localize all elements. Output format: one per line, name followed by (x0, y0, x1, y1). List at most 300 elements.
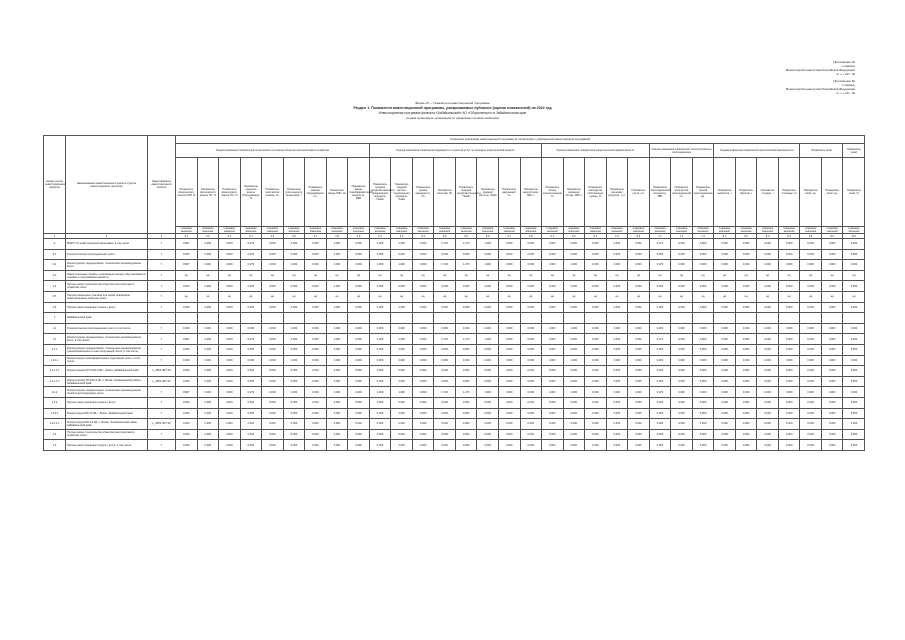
row-value (369, 313, 391, 324)
row-value (391, 313, 413, 324)
row-value: 0,000 (326, 440, 348, 451)
row-value: 0,000 (240, 429, 262, 440)
row-name: Прочие инвестиционные проекты, всего (66, 397, 148, 408)
row-value: 0,000 (671, 397, 693, 408)
row-value: 0,000 (800, 344, 822, 355)
row-value: 0,000 (692, 302, 714, 313)
row-value: 0,000 (326, 366, 348, 377)
row-value: 0,000 (606, 387, 628, 398)
row-value: 0,279 (240, 239, 262, 250)
row-value: нд (800, 291, 822, 302)
row-value: 0,000 (757, 323, 779, 334)
table-row (44, 281, 865, 292)
row-value: 0,000 (498, 376, 520, 387)
row-value: 0,000 (843, 302, 865, 313)
row-value: 0,000 (197, 334, 219, 345)
row-value: 0,000 (606, 397, 628, 408)
row-value: 0,000 (498, 397, 520, 408)
row-value: 0,000 (585, 323, 607, 334)
row-value: 0,000 (649, 355, 671, 366)
row-value: 0,000 (735, 440, 757, 451)
row-value: 0,000 (735, 355, 757, 366)
row-value: 0,000 (821, 440, 843, 451)
row-identifier: Г (148, 387, 176, 398)
row-value: нд (369, 270, 391, 281)
row-value: 0,000 (692, 376, 714, 387)
table-row (44, 239, 865, 250)
row-value: 0,000 (757, 334, 779, 345)
row-value: 0,000 (628, 408, 650, 419)
column-number: 8.1 (714, 234, 736, 239)
row-value: 0,000 (412, 344, 434, 355)
row-value: 0,000 (671, 334, 693, 345)
column-header: Показатель средней частоты, Пsaifi (477, 158, 499, 227)
row-value: 0,000 (778, 440, 800, 451)
unit-header: плановое значение (348, 227, 370, 234)
row-value: 0,000 (735, 281, 757, 292)
row-value: 0,000 (778, 366, 800, 377)
row-value: 0,000 (283, 376, 305, 387)
row-value: 0,000 (283, 366, 305, 377)
row-value (197, 313, 219, 324)
row-value: 0,000 (542, 281, 564, 292)
row-value: 0,000 (369, 281, 391, 292)
row-value: 0,000 (649, 281, 671, 292)
unit-header: плановое значение (197, 227, 219, 234)
header-right-line: Приложение № (833, 60, 855, 64)
row-value: 0,000 (649, 323, 671, 334)
row-value: 0,000 (757, 249, 779, 260)
row-value: 0,000 (498, 334, 520, 345)
column-number: 4.5 (262, 234, 284, 239)
row-value: 0,000 (434, 429, 456, 440)
row-value: 0,000 (563, 323, 585, 334)
row-value: 0,000 (520, 387, 542, 398)
row-value: 0,000 (714, 397, 736, 408)
row-value: 0,000 (326, 397, 348, 408)
row-value: 0,000 (455, 376, 477, 387)
row-value: 0,000 (821, 323, 843, 334)
row-value: 0,000 (692, 281, 714, 292)
row-value: нд (671, 270, 693, 281)
row-value: 0,000 (391, 355, 413, 366)
row-identifier (148, 313, 176, 324)
row-value: 0,000 (585, 249, 607, 260)
row-value: 0,000 (821, 281, 843, 292)
row-identifier: L_OBЭ-ЧИТ-02 (148, 419, 176, 430)
row-value: 0,000 (391, 281, 413, 292)
row-value: 0,000 (520, 440, 542, 451)
row-value: 0,000 (757, 376, 779, 387)
row-name: Реконструкция, модернизация, техническое перевооружение линий электропередачи, всего (66, 387, 148, 398)
row-value: нд (348, 270, 370, 281)
row-value: 1,000 (369, 239, 391, 250)
row-value: 0,000 (305, 302, 327, 313)
column-header: Показатель ввода ЛЭП, км (326, 158, 348, 227)
row-value: 0,000 (520, 302, 542, 313)
column-header: Показатель расхода на собственные нужды, % (585, 158, 607, 227)
unit-header: плановое значение (671, 227, 693, 234)
group-header: Оценка изменения показателей энергетической эффективности (542, 144, 650, 158)
row-value: нд (628, 270, 650, 281)
row-name: Инвестиционные проекты, реализация которых обусловливается схемами и программами развития (66, 270, 148, 281)
row-value: 0,000 (628, 397, 650, 408)
row-name: Реконструкция КТП-10/0,4 кВ, г. Борзя, Забайкальский край (66, 366, 148, 377)
row-value: 0,000 (391, 376, 413, 387)
row-value: 0,000 (305, 344, 327, 355)
row-value: 0,000 (671, 387, 693, 398)
row-value: 0,000 (498, 440, 520, 451)
row-value: 0,000 (520, 249, 542, 260)
row-value: 0,279 (240, 387, 262, 398)
row-value: 0,000 (821, 408, 843, 419)
row-value: 0,000 (692, 260, 714, 271)
row-value: нд (585, 291, 607, 302)
row-name: Реконструкция, модернизация, техническое перевооружение трансформаторных и иных подстанций, всего, в том числе: (66, 344, 148, 355)
row-value: 0,000 (219, 334, 241, 345)
row-value: 0,000 (800, 387, 822, 398)
row-value: 0,000 (563, 249, 585, 260)
row-value: 0,000 (628, 260, 650, 271)
row-value: 0,000 (283, 344, 305, 355)
row-value: 0,000 (563, 397, 585, 408)
unit-header: плановое значение (714, 227, 736, 234)
row-value: 0,000 (649, 249, 671, 260)
row-value: 0,000 (240, 323, 262, 334)
row-value: нд (176, 270, 198, 281)
row-number: 1.2.1.1.1 (44, 366, 66, 377)
row-value: 0,000 (326, 408, 348, 419)
row-value: 0,000 (197, 302, 219, 313)
row-value: 0,000 (262, 408, 284, 419)
row-value: нд (671, 291, 693, 302)
row-value: 0,000 (477, 344, 499, 355)
row-value: 0,000 (498, 323, 520, 334)
table-row (44, 429, 865, 440)
row-number: 0.6 (44, 302, 66, 313)
row-value: 0,000 (778, 302, 800, 313)
row-value: 0,000 (542, 239, 564, 250)
row-value: 0,000 (262, 419, 284, 430)
row-value: 0,000 (843, 249, 865, 260)
row-value: 0,723 (434, 260, 456, 271)
row-value: 0,000 (714, 239, 736, 250)
column-header: Показатель снижения потерь, МВт·ч (563, 158, 585, 227)
row-value: 0,000 (606, 429, 628, 440)
row-value: 0,000 (735, 387, 757, 398)
table-row (44, 419, 865, 430)
row-value: 0,000 (843, 260, 865, 271)
row-value: нд (821, 270, 843, 281)
table-row (44, 302, 865, 313)
row-value: 0,000 (305, 355, 327, 366)
row-value: 0,000 (585, 397, 607, 408)
row-value: нд (735, 291, 757, 302)
row-value (412, 313, 434, 324)
group-header: Оценка изменения показателей надежности и качества услуг по передаче электрической энергии (369, 144, 541, 158)
unit-header: плановое значение (391, 227, 413, 234)
row-value: 0,000 (348, 429, 370, 440)
row-value: 0,000 (800, 334, 822, 345)
row-value: 0,000 (778, 419, 800, 430)
column-number: 1 (44, 234, 66, 239)
row-value: 0,000 (219, 281, 241, 292)
row-value: 0,000 (305, 429, 327, 440)
row-value: 0,000 (498, 302, 520, 313)
row-value: 0,000 (412, 408, 434, 419)
row-value: 1,000 (477, 334, 499, 345)
row-value: 0,000 (800, 323, 822, 334)
unit-header: плановое значение (778, 227, 800, 234)
row-value: 0,000 (219, 387, 241, 398)
row-identifier: Г (148, 281, 176, 292)
row-value: 0,000 (714, 387, 736, 398)
row-value: 0,000 (671, 440, 693, 451)
row-value: 0,000 (714, 260, 736, 271)
row-value: 0,000 (821, 355, 843, 366)
row-value: 0,000 (778, 239, 800, 250)
row-value: 0,000 (606, 344, 628, 355)
row-value: 0,000 (800, 440, 822, 451)
row-value: 0,000 (843, 376, 865, 387)
row-value: 0,000 (757, 429, 779, 440)
row-value: 0,000 (520, 355, 542, 366)
row-value: 0,000 (391, 408, 413, 419)
row-value: 0,000 (649, 397, 671, 408)
row-value: 0,000 (714, 429, 736, 440)
row-value: 0,000 (369, 419, 391, 430)
row-value: 0,000 (412, 302, 434, 313)
row-value: 1,000 (369, 334, 391, 345)
row-value: нд (714, 291, 736, 302)
row-value: нд (391, 291, 413, 302)
row-value: 0,000 (348, 239, 370, 250)
row-value: 0,000 (477, 323, 499, 334)
row-value: 0,000 (757, 408, 779, 419)
row-value: нд (262, 291, 284, 302)
row-value: 0,000 (305, 408, 327, 419)
row-value: 0,000 (692, 355, 714, 366)
row-number: 1.6 (44, 440, 66, 451)
table-row (44, 440, 865, 451)
row-value: 0,000 (563, 376, 585, 387)
row-identifier: Г (148, 239, 176, 250)
column-number: 6.2 (563, 234, 585, 239)
row-value: 0,000 (671, 249, 693, 260)
column-number: 8.3 (757, 234, 779, 239)
row-value: 0,000 (671, 323, 693, 334)
group-header: Оценка изменения показателей технологического присоединения (649, 144, 714, 158)
row-identifier: Г (148, 323, 176, 334)
row-value: 0,000 (240, 344, 262, 355)
row-value: 0,000 (606, 366, 628, 377)
row-value: 0,000 (477, 376, 499, 387)
row-value: 0,000 (821, 302, 843, 313)
row-value (520, 313, 542, 324)
row-value: 0,000 (326, 376, 348, 387)
row-value: 0,000 (671, 355, 693, 366)
row-value: нд (326, 291, 348, 302)
column-number: 10.1 (843, 234, 865, 239)
header-right-line: от « » 20 г. № (836, 72, 855, 76)
row-value: 0,000 (606, 323, 628, 334)
row-value: 0,000 (369, 366, 391, 377)
row-value: 0,000 (628, 366, 650, 377)
column-header: Показатель экономии ресурсов, т.у.т. (606, 158, 628, 227)
row-value: 0,000 (778, 260, 800, 271)
row-value: 0,000 (800, 397, 822, 408)
row-value: 0,000 (219, 249, 241, 260)
row-value: 0,000 (262, 429, 284, 440)
row-value: 0,000 (843, 387, 865, 398)
column-number: 5.7 (498, 234, 520, 239)
row-value: 0,000 (735, 344, 757, 355)
row-value: нд (348, 291, 370, 302)
row-value: нд (628, 291, 650, 302)
row-value: 0,000 (498, 355, 520, 366)
row-value: 0,000 (671, 429, 693, 440)
row-value: 0,000 (240, 376, 262, 387)
row-value: 0,000 (649, 440, 671, 451)
row-value: 0,000 (369, 344, 391, 355)
row-value: 0,000 (692, 429, 714, 440)
row-value: 0,000 (348, 260, 370, 271)
row-value: 0,000 (714, 281, 736, 292)
row-value: 0,000 (391, 440, 413, 451)
column-number: 5.1 (369, 234, 391, 239)
column-number: 4.6 (283, 234, 305, 239)
row-value: нд (412, 291, 434, 302)
row-identifier: Г (148, 397, 176, 408)
document-titles (0, 101, 905, 121)
row-number: 0 (44, 239, 66, 250)
row-value (671, 313, 693, 324)
table-row (44, 355, 865, 366)
row-value: 0,000 (520, 260, 542, 271)
row-value: нд (498, 270, 520, 281)
row-value: 0,000 (585, 376, 607, 387)
row-value: 0,000 (735, 366, 757, 377)
row-identifier: Г (148, 355, 176, 366)
column-header: Показатель нарушений, шт. (498, 158, 520, 227)
row-value: 0,000 (520, 408, 542, 419)
row-value: 0,000 (262, 249, 284, 260)
left-header: Идентификатор инвестиционного проекта (148, 136, 176, 234)
row-value: 0,000 (585, 355, 607, 366)
row-value: 0,000 (434, 366, 456, 377)
column-header: Показатель длительности перерывов, ч (283, 158, 305, 227)
row-value: 0,000 (714, 334, 736, 345)
column-header: Показатель потерь электроэнергии, % (542, 158, 564, 227)
row-value: нд (240, 270, 262, 281)
table-row (44, 376, 865, 387)
row-value: 0,000 (498, 429, 520, 440)
row-value: 0,000 (821, 334, 843, 345)
row-value: 0,000 (455, 302, 477, 313)
row-value: 0,000 (628, 281, 650, 292)
row-value: 0,000 (542, 408, 564, 419)
row-value: 0,000 (542, 260, 564, 271)
row-value: 0,000 (305, 334, 327, 345)
row-identifier: Г (148, 344, 176, 355)
row-value: 0,000 (369, 376, 391, 387)
table-row (44, 334, 865, 345)
header-right-line: к приказу (842, 83, 855, 87)
row-value: 0,000 (692, 419, 714, 430)
row-name: Технологическое присоединение, всего, в том числе: (66, 323, 148, 334)
header-right-line: Приложение № (833, 79, 855, 83)
row-number: 1 (44, 313, 66, 324)
row-value: 0,000 (563, 281, 585, 292)
column-number: 4.7 (305, 234, 327, 239)
row-value: 0,270 (649, 260, 671, 271)
row-value: 0,000 (778, 334, 800, 345)
row-value: 0,000 (219, 239, 241, 250)
row-value: 0,000 (412, 440, 434, 451)
row-value: 0,000 (563, 355, 585, 366)
row-value: 0,000 (197, 281, 219, 292)
row-value: 0,723 (434, 239, 456, 250)
column-number: 9.2 (821, 234, 843, 239)
row-value (326, 313, 348, 324)
row-value: 0,000 (800, 281, 822, 292)
row-value: 0,000 (671, 419, 693, 430)
column-number: 5.6 (477, 234, 499, 239)
row-value: 0,000 (477, 397, 499, 408)
row-value: 0,000 (800, 376, 822, 387)
header-right-line: Министерства энергетики Российской Федерации (785, 87, 855, 91)
table-row (44, 313, 865, 324)
table-row (44, 270, 865, 281)
row-value: 0,000 (628, 323, 650, 334)
row-value: 0,000 (692, 408, 714, 419)
column-header: Показатель ввода трансформаторной мощности, МВА (348, 158, 370, 227)
row-value: 0,000 (197, 323, 219, 334)
row-value: 0,000 (563, 366, 585, 377)
row-value: 0,000 (262, 239, 284, 250)
row-value: 0,000 (628, 302, 650, 313)
row-value: 0,000 (628, 355, 650, 366)
column-number: 5.2 (391, 234, 413, 239)
row-value: 0,000 (735, 429, 757, 440)
row-value: 0,000 (283, 260, 305, 271)
row-value: нд (434, 291, 456, 302)
row-number: 0.4 (44, 281, 66, 292)
unit-header: плановое значение (434, 227, 456, 234)
table-row (44, 249, 865, 260)
row-value: 0,000 (542, 366, 564, 377)
row-value: нд (455, 291, 477, 302)
row-value: нд (606, 291, 628, 302)
row-value: 0,000 (369, 302, 391, 313)
row-value: 0,000 (262, 302, 284, 313)
column-header: Показатель количества отказов, шт. (262, 158, 284, 227)
row-value: 0,000 (671, 260, 693, 271)
row-value: 0,000 (348, 376, 370, 387)
section-title: Раздел 1. Показатели инвестиционной программы, раскрываемые публично (оценка показателей) на 2022 год (353, 106, 552, 110)
row-value (714, 313, 736, 324)
row-value: 0,000 (455, 249, 477, 260)
row-identifier: Г (148, 291, 176, 302)
row-value: 0,000 (498, 260, 520, 271)
row-value: 0,000 (606, 440, 628, 451)
row-value: 0,000 (197, 239, 219, 250)
row-value: 0,000 (283, 408, 305, 419)
row-value (455, 313, 477, 324)
row-value: 0,000 (563, 387, 585, 398)
row-identifier: Г (148, 334, 176, 345)
unit-header: плановое значение (563, 227, 585, 234)
